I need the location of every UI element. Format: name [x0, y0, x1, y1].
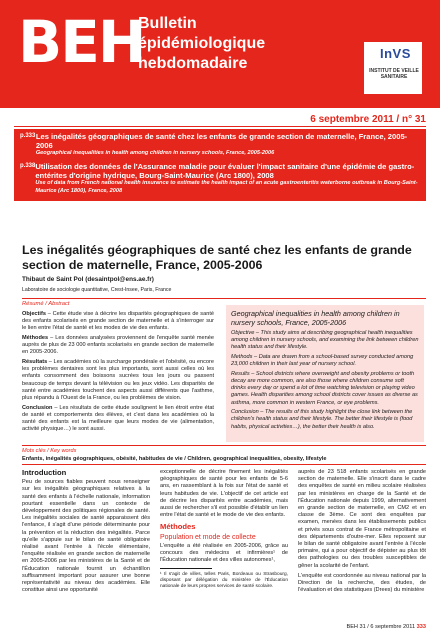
toc-title: Utilisation des données de l'Assurance maladie pour évaluer l'impact sanitaire d'une épidémie de gastro-entérites d'origine hydrique, Bourg-Saint-Maurice (Arc 1800), 2008: [35, 162, 415, 181]
body-paragraph: exceptionnelle de décrire finement les inégalités géographiques de santé pour les enfants de 5-6 ans, en rassemblant à la fois sur l'état de santé et leurs habitudes de vie. L'objectif de cet article est de décrire les disparités entre académies, mais aussi de rechercher s'il est possible d'établir un lien entre l'état de santé et le mode de vie des enfants.: [160, 469, 288, 519]
divider: [22, 445, 426, 446]
article-title: Les inégalités géographiques de santé chez les enfants de grande section de maternelle, France, 2005-2006: [22, 243, 412, 272]
section-heading-introduction: Introduction: [22, 468, 67, 477]
invs-logo: [364, 42, 422, 94]
body-column-2: [160, 469, 288, 590]
abstract-section-text: – Les académies où la surcharge pondérale et l'obésité, ou encore les problèmes dentaires sont les plus importants, sont aussi celles où les enfants consomment des boissons sucrées tous les jours ou passent beaucoup de temps devant la télévision ou les jeux vidéo. Les disparités de santé entre académies touchent des aspects aussi différents que l'asthme, plus répandu à l'Ouest de la France, ou les problèmes de vision.: [22, 359, 214, 402]
issue-date: 6 septembre 2011 / n° 31: [310, 114, 426, 125]
abstract-french: [22, 311, 214, 436]
abstract-english-title: Geographical inequalities in health among children in nursery schools, France, 2005-2006: [231, 309, 400, 327]
footnote-rule: [160, 568, 212, 569]
invs-subtitle: INSTITUT DE VEILLE SANITAIRE: [369, 68, 419, 80]
abstract-section-label: Objectifs: [22, 311, 46, 317]
toc-entry[interactable]: [20, 132, 420, 157]
footer-text: BEH 31 / 6 septembre 2011: [346, 624, 416, 630]
toc-subtitle: Geographical inequalities in health among children in nursery schools, France, 2005-2006: [35, 150, 275, 156]
page-footer: [346, 624, 426, 630]
abstract-section-label: Methods: [231, 354, 253, 360]
divider: [22, 298, 426, 299]
keywords-label: Mots clés / Key words: [22, 448, 77, 454]
section-heading-methods: Méthodes: [160, 522, 196, 532]
toc-title: Les inégalités géographiques de santé chez les enfants de grande section de maternelle, France, 2005-2006: [35, 132, 408, 150]
abstract-section-label: Résultats: [22, 359, 48, 365]
body-column-1: [22, 469, 150, 597]
abstract-english: [226, 305, 424, 442]
journal-title: [138, 14, 265, 74]
abstract-section-label: Conclusion: [22, 404, 53, 411]
abstract-section-label: Objective: [231, 330, 255, 336]
journal-title-line: épidémiologique: [138, 35, 266, 52]
journal-title-line: hebdomadaire: [138, 55, 248, 72]
abstract-section-text: – Les données analysées proviennent de l'enquête santé menée auprès de plus de 23 000 enfants scolarisés en grande section de maternelle en 2005-2006.: [22, 335, 214, 356]
abstract-section-text: – The results of this study highlight the close link between the children's health status and their lifestyle. The better their lifestyle is (food habits, physical activities…), the better their health is also.: [231, 409, 413, 430]
subsection-heading: Population et mode de collecte: [160, 533, 256, 541]
abstract-section-text: – School districts where overweight and obesity problems or tooth decay are more common, are also those where children consume soft drinks every day or spend a lot of time watching television or playing video games. Health disparities among school districts cover issues as diverse as asthma, more common in western France, or eye problems.: [231, 370, 418, 406]
toc-entry[interactable]: [20, 162, 420, 195]
body-paragraph: L'enquête est coordonnée au niveau national par la Direction de la recherche, des études, de l'évaluation et des statistiques (Drees) du ministère: [298, 572, 426, 594]
beh-logo: BEH: [18, 8, 145, 76]
toc-page: p.333: [20, 133, 36, 139]
abstract-section-text: – Cette étude vise à décrire les disparités géographiques de santé des enfants scolarisés en grande section de maternelle et à s'interroger sur le lien entre l'état de santé et les modes de vie des enfants.: [22, 311, 214, 332]
toc-subtitle: Use of data from French national health insurance to estimate the health impact of an acute gastroenteritis waterborne outbreak in Bourg-Saint-Maurice (Arc 1800), France, 2008: [35, 180, 418, 194]
page-number: 333: [416, 624, 426, 630]
toc-page: p.338: [20, 163, 36, 170]
table-of-contents: [14, 129, 426, 201]
body-paragraph: L'enquête a été réalisée en 2005-2006, grâce au concours des médecins et infirmières¹ de l'Éducation nationale et des villes autonomes¹,: [160, 542, 288, 564]
abstract-section-text: – This study aims at describing geographical health inequalities among children in nursery schools, and examining the link between children health status and their lifestyle.: [231, 330, 419, 351]
body-paragraph: auprès de 23 518 enfants scolarisés en grande section de maternelle. Elle s'inscrit dans le cadre des enquêtes de santé en milieu scolaire réalisées par les ministères en charge de la Santé et de l'Éducation nationale depuis 1999, alternativement en grande section de maternelle, en CM2 et en classe de 3ème. Ce sont des enquêtes par examen, menées dans les établissements publics et privés sous contrat de France métropolitaine et des départements d'outre-mer. Elles reposent sur le bilan de santé obligatoire avant l'entrée à l'école primaire, qui a pour objectif de dépister au plus tôt des pathologies ou des troubles susceptibles de gêner la scolarité de l'enfant.: [298, 469, 426, 569]
abstract-section-text: – Les résultats de cette étude soulignent le lien étroit entre état de santé et comportements des élèves, et c'est dans les académies où la santé des enfants est la meilleure que leurs modes de vie (alimentation, activité physique…) le sont aussi.: [22, 404, 214, 433]
body-column-3: [298, 469, 426, 597]
author: Thibaut de Saint Pol (desaintpol@ens.ae.fr): [22, 276, 154, 283]
divider: [14, 126, 426, 127]
keywords: Enfants, inégalités géographiques, obésité, habitudes de vie / Children, geographical inequalities, obesity, lifestyle: [22, 456, 327, 462]
affiliation: Laboratoire de sociologie quantitative, Crest-Insee, Paris, France: [22, 287, 172, 293]
abstract-section-label: Méthodes: [22, 335, 49, 341]
footnote: ¹ Il s'agit de villes, telles Paris, Bordeaux ou Strasbourg, disposant par délégation du ministère de l'Éducation nationale de leurs propres services de santé scolaire.: [160, 572, 288, 590]
abstract-section-label: Conclusion: [231, 409, 259, 416]
divider: [22, 464, 426, 465]
journal-title-line: Bulletin: [138, 15, 197, 32]
invs-mark: InVS: [380, 46, 411, 61]
abstract-section-label: Results: [231, 370, 250, 377]
abstract-section-text: – Data are drawn from a school-based survey conducted among 23,000 children in their last year of nursery school.: [231, 354, 414, 368]
body-paragraph: Peu de sources fiables peuvent nous renseigner sur les inégalités géographiques relatives à la santé des enfants à l'échelle nationale, information pourtant essentielle dans un contexte de développement des politiques régionales de santé. Les inégalités sociales de santé apparaissent dès l'enfance, il s'agit d'une période déterminante pour la prévention et la réduction des inégalités. Parce qu'elle s'appuie sur le bilan de santé obligatoire réalisé avant l'entrée à l'école élémentaire, l'enquête réalisée en grande section de maternelle en 2005-2006 par les ministères de la Santé et de l'Éducation nationale fournit un échantillon suffisamment important pour assurer une bonne représentativité au niveau des académies. Elle constitue ainsi une opportunité: [22, 479, 150, 594]
abstract-label: Résumé / Abstract: [22, 301, 70, 307]
masthead: [0, 0, 440, 108]
